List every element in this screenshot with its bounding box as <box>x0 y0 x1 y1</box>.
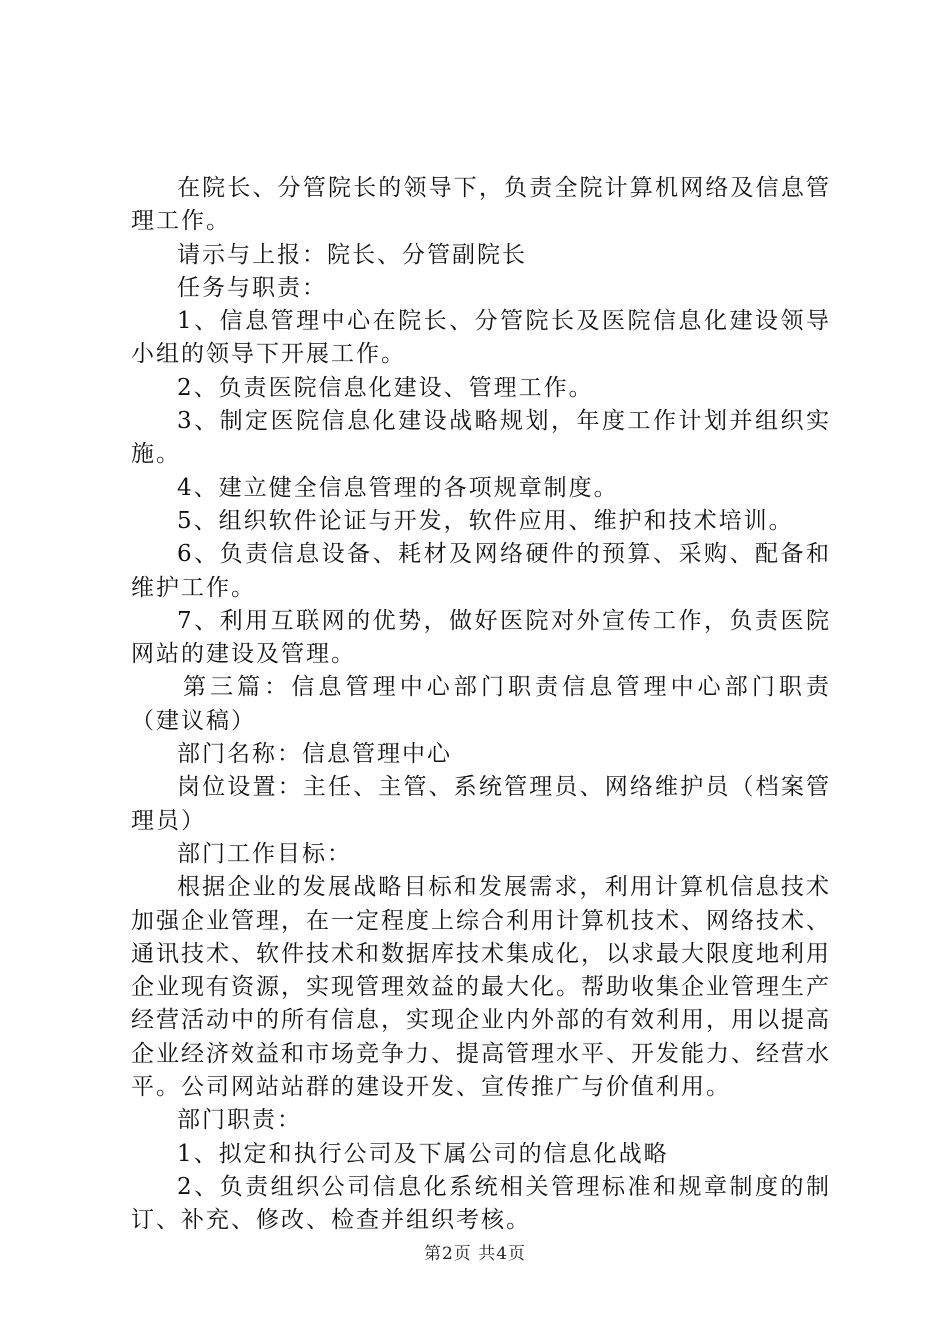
paragraph-duty-1: 1、信息管理中心在院长、分管院长及医院信息化建设领导小组的领导下开展工作。 <box>131 308 831 368</box>
paragraph-responsibility-1: 1、拟定和执行公司及下属公司的信息化战略 <box>177 1140 669 1167</box>
paragraph-dept-name: 部门名称：信息管理中心 <box>177 741 452 768</box>
paragraph-goals-heading: 部门工作目标： <box>177 840 352 867</box>
paragraph-duty-7: 7、利用互联网的优势，做好医院对外宣传工作，负责医院网站的建设及管理。 <box>131 607 831 668</box>
paragraph-duty-3: 3、制定医院信息化建设战略规划，年度工作计划并组织实施。 <box>131 408 831 468</box>
paragraph-duties-heading: 任务与职责： <box>177 274 327 301</box>
paragraph-duty-6: 6、负责信息设备、耗材及网络硬件的预算、采购、配备和维护工作。 <box>131 541 831 601</box>
paragraph-reporting: 请示与上报：院长、分管副院长 <box>177 241 527 268</box>
document-body <box>131 172 831 1238</box>
paragraph-duty-2: 2、负责医院信息化建设、管理工作。 <box>177 374 594 401</box>
paragraph-responsibility-2: 2、负责组织公司信息化系统相关管理标准和规章制度的制订、补充、修改、检查并组织考核。 <box>131 1173 831 1234</box>
page-number-footer: 第2页 共4页 <box>423 1244 527 1264</box>
section-heading: 第三篇：信息管理中心部门职责信息管理中心部门职责（建议稿） <box>131 674 831 734</box>
paragraph-duty-4: 4、建立健全信息管理的各项规章制度。 <box>177 474 619 501</box>
paragraph-goals: 根据企业的发展战略目标和发展需求，利用计算机信息技术加强企业管理，在一定程度上综合利用计算机技术、网络技术、通讯技术、软件技术和数据库技术集成化，以求最大限度地利用企业现有资源，实现管理效益的最大化。帮助收集企业管理生产经营活动中的所有信息，实现企业内外部的有效利用，用以提高企业经济效益和市场竞争力、提高管理水平、开发能力、经营水平。公司网站站群的建设开发、宣传推广与价值利用。 <box>131 874 831 1101</box>
paragraph-positions: 岗位设置：主任、主管、系统管理员、网络维护员（档案管理员） <box>131 774 831 834</box>
paragraph-intro: 在院长、分管院长的领导下，负责全院计算机网络及信息管理工作。 <box>131 175 831 235</box>
paragraph-duty-5: 5、组织软件论证与开发，软件应用、维护和技术培训。 <box>177 507 794 534</box>
paragraph-responsibilities-heading: 部门职责： <box>177 1107 302 1134</box>
